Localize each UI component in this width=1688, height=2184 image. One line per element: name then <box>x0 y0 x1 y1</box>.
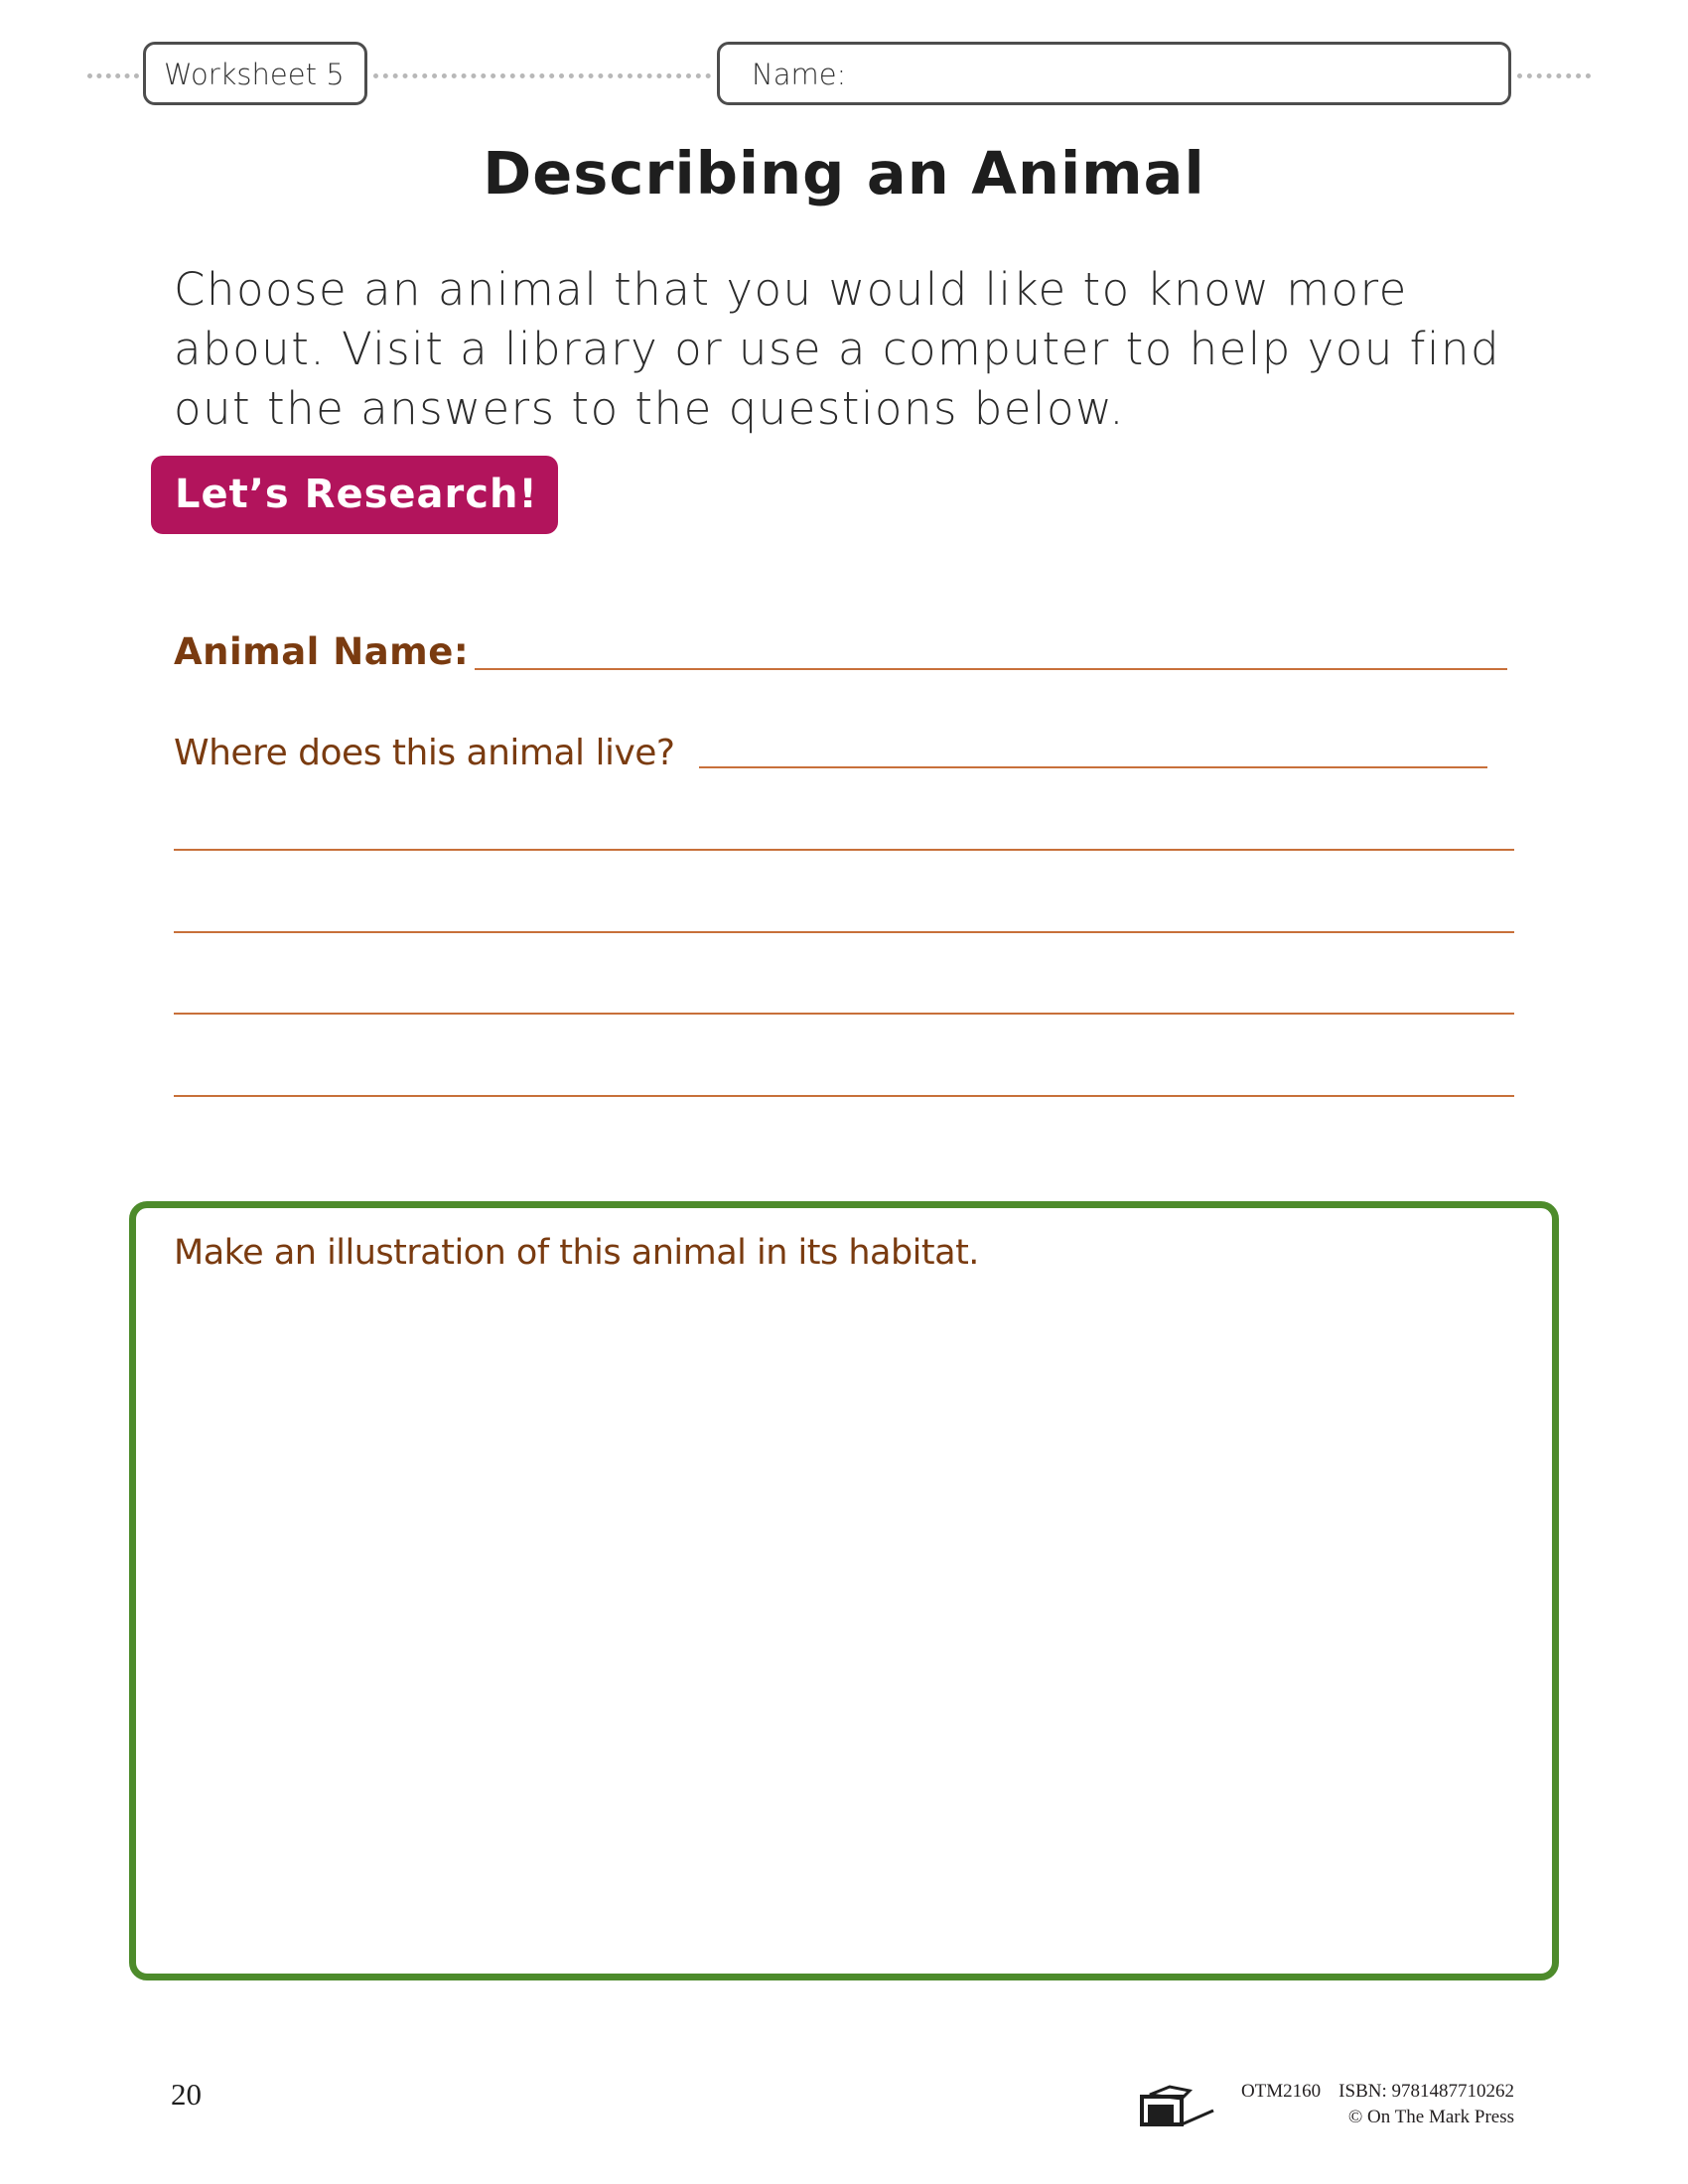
worksheet-number-label: Worksheet 5 <box>164 58 345 91</box>
copyright: © On The Mark Press <box>1347 2107 1514 2127</box>
lets-research-badge: Let’s Research! <box>151 456 558 534</box>
book-logo-icon <box>1140 2085 1217 2128</box>
name-field-label: Name: <box>752 58 847 91</box>
student-name-field[interactable] <box>717 42 1511 105</box>
instructions-text: Choose an animal that you would like to know more about. Visit a library or use a computer to help you find out the answers to the questions below. <box>174 263 1501 435</box>
animal-name-label: Animal Name: <box>174 630 470 673</box>
answer-line[interactable] <box>174 1013 1514 1015</box>
header-dots-middle <box>373 73 711 78</box>
animal-name-answer-line[interactable] <box>475 668 1507 670</box>
worksheet-number-tab <box>143 42 367 105</box>
page-title: Describing an Animal <box>483 139 1205 207</box>
footer-publication-info <box>1241 2079 1514 2130</box>
header-dots-right <box>1517 73 1591 78</box>
where-live-label: Where does this animal live? <box>174 733 675 773</box>
where-live-answer-line[interactable] <box>699 766 1487 768</box>
product-code: OTM2160 <box>1240 2081 1322 2102</box>
answer-line[interactable] <box>174 849 1514 851</box>
answer-line[interactable] <box>174 1095 1514 1097</box>
answer-line[interactable] <box>174 931 1514 933</box>
header-dots-left <box>87 73 139 78</box>
page-number: 20 <box>171 2077 202 2112</box>
illustration-prompt: Make an illustration of this animal in its habitat. <box>174 1233 979 1273</box>
illustration-box[interactable] <box>129 1201 1559 1980</box>
isbn: ISBN: 9781487710262 <box>1338 2081 1514 2102</box>
